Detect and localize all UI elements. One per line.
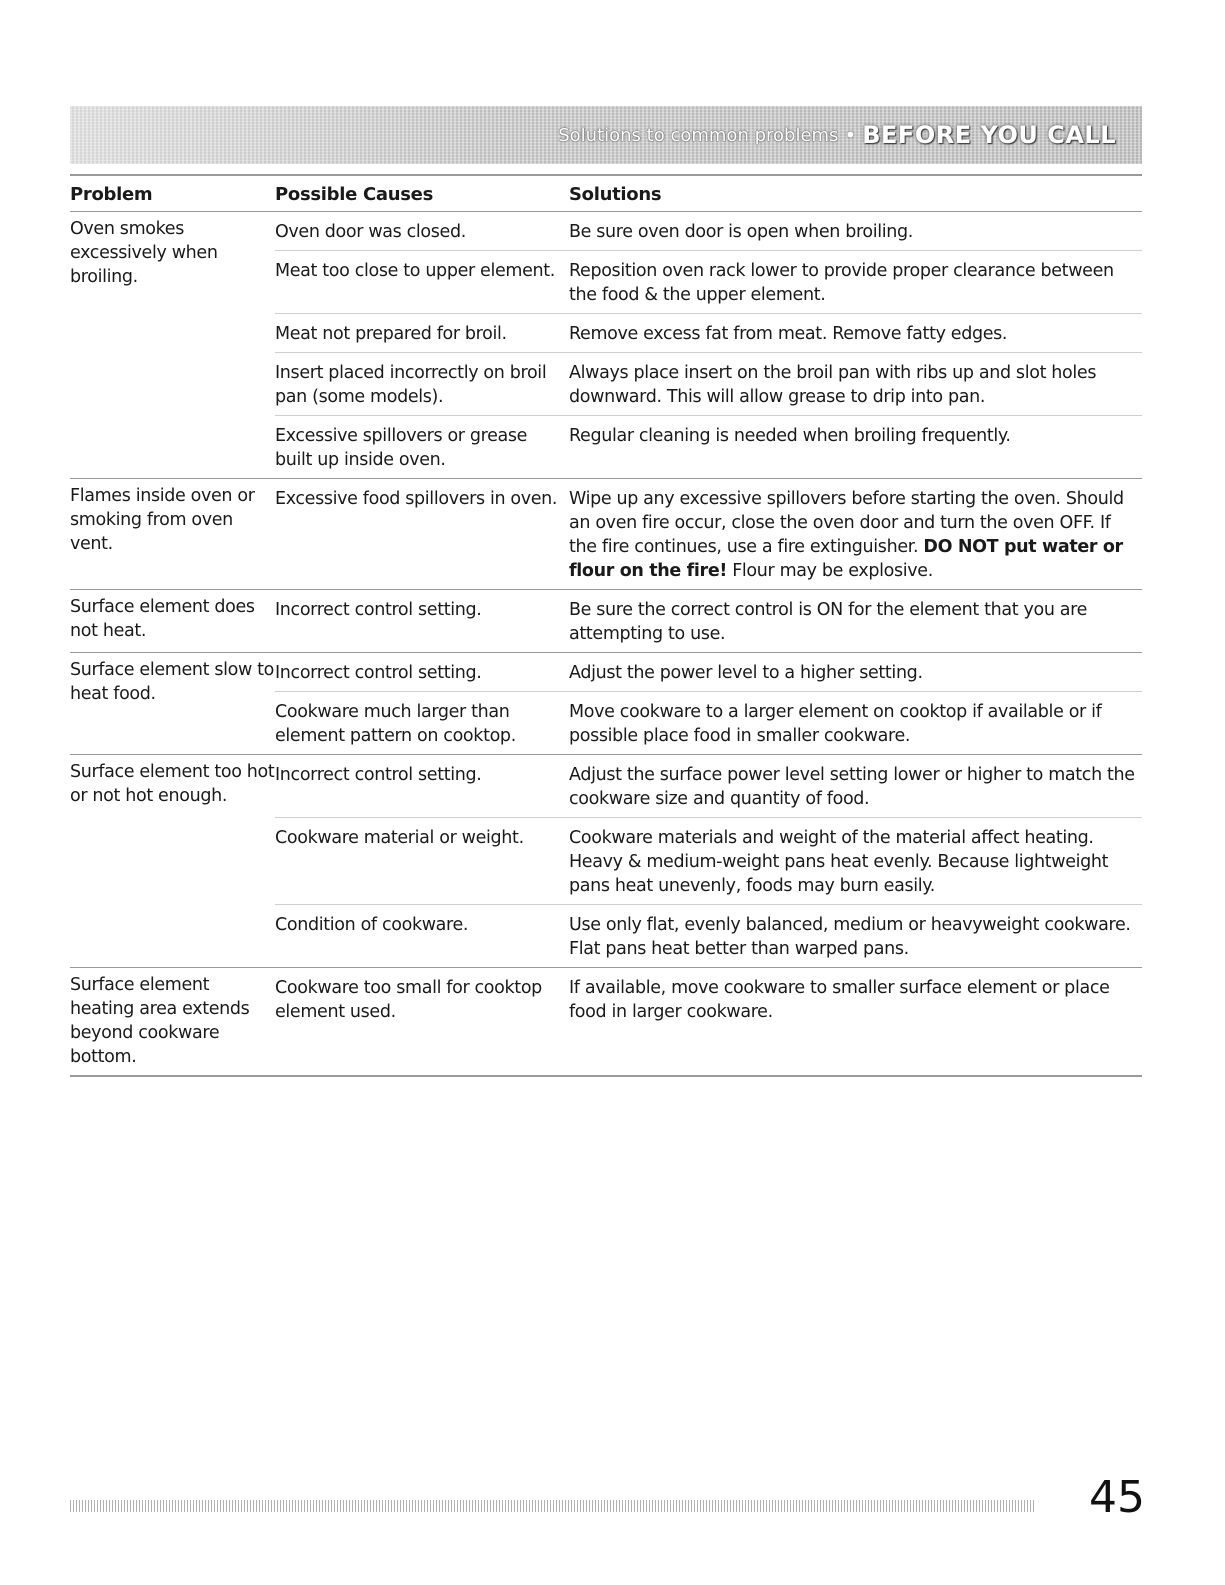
cause-cell: Meat too close to upper element. [275, 251, 569, 314]
solution-cell: Always place insert on the broil pan with ribs up and slot holes downward. This will allow grease to drip into pan. [569, 353, 1142, 416]
solution-cell [569, 479, 1142, 590]
table-row [70, 755, 1142, 818]
cause-cell: Incorrect control setting. [275, 755, 569, 818]
problem-cell: Oven smokes excessively when broiling. [70, 219, 218, 287]
solution-cell: Cookware materials and weight of the material affect heating. Heavy & medium-weight pans heat evenly. Because lightweight pans heat unevenly, foods may burn easily. [569, 818, 1142, 905]
solution-cell: Regular cleaning is needed when broiling frequently. [569, 416, 1142, 479]
cause-cell: Incorrect control setting. [275, 590, 569, 653]
banner-title: BEFORE YOU CALL [862, 121, 1116, 149]
cause-cell: Meat not prepared for broil. [275, 314, 569, 353]
problem-cell: Surface element too hot or not hot enough. [70, 755, 275, 968]
troubleshooting-table [70, 174, 1142, 1077]
solution-cell: Adjust the surface power level setting lower or higher to match the cookware size and quantity of food. [569, 755, 1142, 818]
banner-separator: • [844, 123, 857, 147]
column-header-solutions: Solutions [569, 175, 1142, 212]
solution-cell: Adjust the power level to a higher setting. [569, 653, 1142, 692]
solution-cell: If available, move cookware to smaller surface element or place food in larger cookware. [569, 968, 1142, 1077]
banner-subtitle: Solutions to common problems [558, 124, 839, 146]
cause-cell: Cookware much larger than element pattern on cooktop. [275, 692, 569, 755]
cause-cell: Oven door was closed. [275, 222, 466, 242]
solution-cell: Reposition oven rack lower to provide proper clearance between the food & the upper element. [569, 251, 1142, 314]
solution-cell: Be sure oven door is open when broiling. [569, 222, 914, 242]
solution-text: Wipe up any excessive spillovers before starting the oven. Should an oven fire occur, close the oven door and turn the oven OFF. If the fire continues, use a fire extinguisher. [569, 489, 1124, 557]
table-row [70, 479, 1142, 590]
page-number: 45 [1089, 1472, 1145, 1523]
solution-cell: Be sure the correct control is ON for the element that you are attempting to use. [569, 590, 1142, 653]
table-row [70, 212, 1142, 251]
table-row [70, 968, 1142, 1077]
solution-text: Flour may be explosive. [732, 561, 933, 581]
solution-cell: Use only flat, evenly balanced, medium or heavyweight cookware. Flat pans heat better than warped pans. [569, 905, 1142, 968]
solution-cell: Remove excess fat from meat. Remove fatty edges. [569, 314, 1142, 353]
cause-cell: Excessive food spillovers in oven. [275, 479, 569, 590]
fire-warning: DO NOT put water or flour on the fire! [569, 537, 1123, 581]
cause-cell: Condition of cookware. [275, 905, 569, 968]
solution-cell: Move cookware to a larger element on cooktop if available or if possible place food in smaller cookware. [569, 692, 1142, 755]
cause-cell: Cookware too small for cooktop element used. [275, 968, 569, 1077]
problem-cell: Flames inside oven or smoking from oven vent. [70, 479, 275, 590]
table-header-row [70, 175, 1142, 212]
column-header-problem: Problem [70, 175, 275, 212]
problem-cell: Surface element slow to heat food. [70, 653, 275, 755]
cause-cell: Incorrect control setting. [275, 653, 569, 692]
table-row [70, 590, 1142, 653]
cause-cell: Insert placed incorrectly on broil pan (some models). [275, 353, 569, 416]
problem-cell: Surface element heating area extends beyond cookware bottom. [70, 968, 275, 1077]
column-header-causes: Possible Causes [275, 175, 569, 212]
table-row [70, 653, 1142, 692]
problem-cell: Surface element does not heat. [70, 590, 275, 653]
cause-cell: Cookware material or weight. [275, 818, 569, 905]
cause-cell: Excessive spillovers or grease built up inside oven. [275, 416, 569, 479]
section-banner [70, 106, 1142, 164]
footer-rule [70, 1500, 1036, 1512]
